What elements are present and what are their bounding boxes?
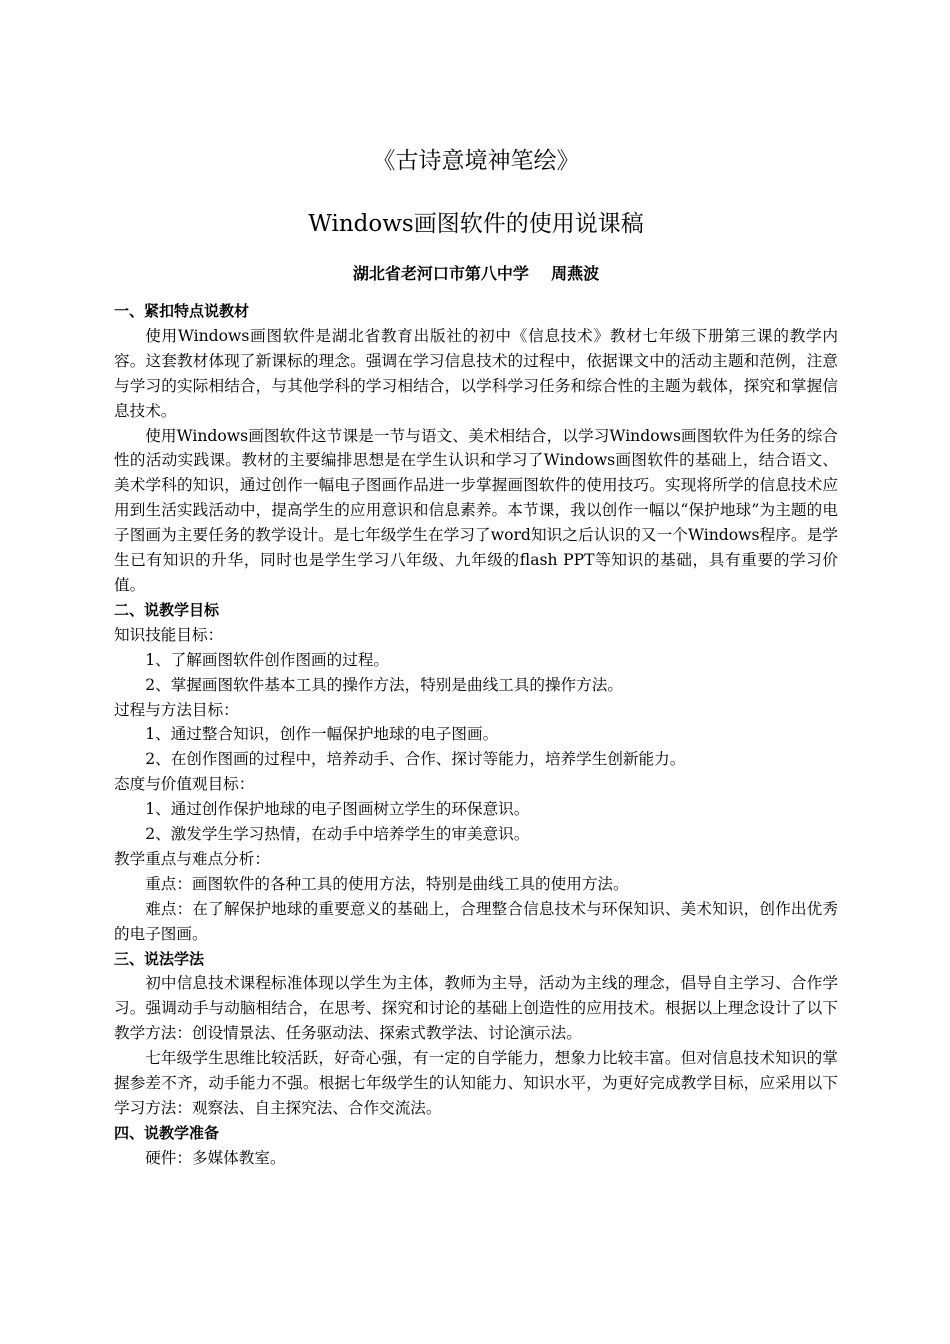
list-item: 2、掌握画图软件基本工具的操作方法，特别是曲线工具的操作方法。 — [145, 675, 623, 694]
key-point: 重点：画图软件的各种工具的使用方法，特别是曲线工具的使用方法。 — [145, 874, 629, 893]
paragraph: 使用Windows画图软件是湖北省教育出版社的初中《信息技术》教材七年级下册第三课的教学内容。这套教材体现了新课标的理念。强调在学习信息技术的过程中，依据课文中的活动主题和范例，注意与学习的实际相结合，与其他学科的学习相结合，以学科学习任务和综合性的主题为载体，探究和掌握信息技术。 — [114, 326, 838, 420]
list-item: 1、了解画图软件创作图画的过程。 — [145, 650, 390, 669]
author-line: 湖北省老河口市第八中学 周燕波 — [352, 264, 600, 283]
subheading-knowledge: 知识技能目标： — [114, 625, 224, 644]
document-title: 《古诗意境神笔绘》 — [372, 148, 580, 174]
section-heading-1: 一、紧扣特点说教材 — [114, 302, 250, 320]
paragraph: 使用Windows画图软件这节课是一节与语文、美术相结合，以学习Windows画图软件为任务的综合性的活动实践课。教材的主要编排思想是在学生认识和学习了Windows画图软件的基础上，结合语文、美术学科的知识，通过创作一幅电子图画作品进一步掌握画图软件的使用技巧。实现将所学的信息技术应用到生活实践活动中，提高学生的应用意识和信息素养。本节课，我以创作一幅以“保护地球”为主题的电子图画为主要任务的教学设计。是七年级学生在学习了word知识之后认识的又一个Windows程序。是学生已有知识的升华，同时也是学生学习八年级、九年级的flash PPT等知识的基础，具有重要的学习价值。 — [114, 426, 838, 594]
paragraph: 初中信息技术课程标准体现以学生为主体，教师为主导，活动为主线的理念，倡导自主学习、合作学习。强调动手与动脑相结合，在思考、探究和讨论的基础上创造性的应用技术。根据以上理念设计了以下教学方法：创设情景法、任务驱动法、探索式教学法、讨论演示法。 — [114, 974, 838, 1043]
document-body — [114, 299, 838, 1171]
hardware-line: 硬件：多媒体教室。 — [145, 1148, 286, 1167]
paragraph: 七年级学生思维比较活跃，好奇心强，有一定的自学能力，想象力比较丰富。但对信息技术知识的掌握参差不齐，动手能力不强。根据七年级学生的认知能力、知识水平，为更好完成教学目标，应采用以下学习方法：观察法、自主探究法、合作交流法。 — [114, 1049, 838, 1117]
document-subtitle: Windows画图软件的使用说课稿 — [308, 211, 644, 237]
difficulty-point: 难点：在了解保护地球的重要意义的基础上，合理整合信息技术与环保知识、美术知识，创作出优秀的电子图画。 — [114, 899, 838, 943]
section-heading-2: 二、说教学目标 — [114, 600, 220, 619]
section-heading-4: 四、说教学准备 — [114, 1123, 220, 1142]
list-item: 2、在创作图画的过程中，培养动手、合作、探讨等能力，培养学生创新能力。 — [145, 750, 686, 769]
subheading-attitude: 态度与价值观目标： — [114, 775, 255, 794]
list-item: 1、通过整合知识，创作一幅保护地球的电子图画。 — [145, 725, 499, 744]
list-item: 1、通过创作保护地球的电子图画树立学生的环保意识。 — [145, 800, 530, 819]
list-item: 2、激发学生学习热情，在动手中培养学生的审美意识。 — [145, 825, 530, 844]
subheading-key-points: 教学重点与难点分析： — [114, 849, 270, 868]
section-heading-3: 三、说法学法 — [114, 949, 205, 968]
subheading-process: 过程与方法目标： — [114, 700, 239, 719]
